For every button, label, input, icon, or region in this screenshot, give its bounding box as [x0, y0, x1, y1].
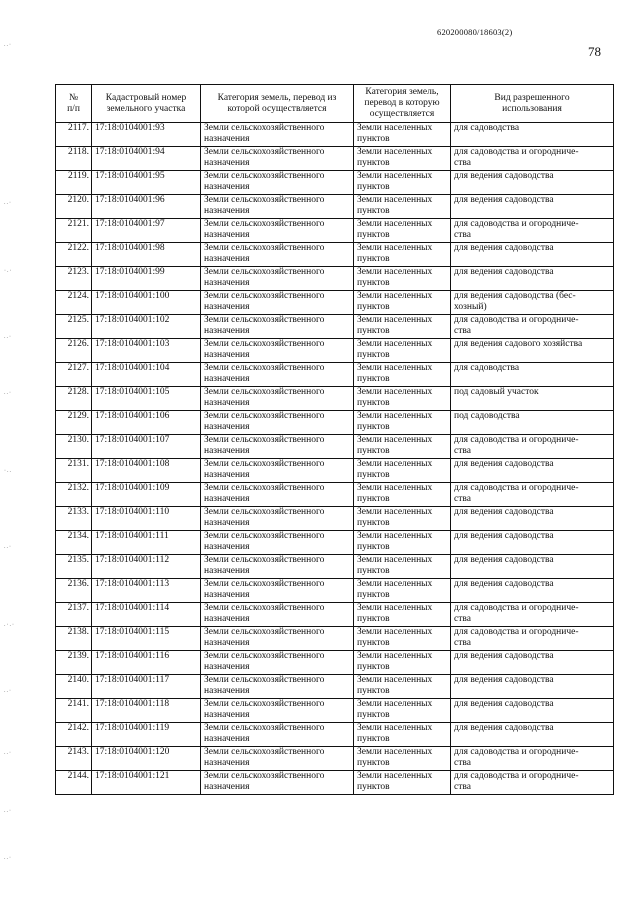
- category-from-cell: Земли сельскохозяйственного назначения: [201, 555, 354, 579]
- cadastral-number-cell: 17:18:0104001:106: [92, 411, 201, 435]
- category-from-cell: Земли сельскохозяйственного назначения: [201, 507, 354, 531]
- category-from-cell: Земли сельскохозяйственного назначения: [201, 147, 354, 171]
- cadastral-number-cell: 17:18:0104001:110: [92, 507, 201, 531]
- category-to-cell: Земли населенных пунктов: [354, 747, 451, 771]
- column-header-category-from: Категория земель, перевод из которой осуществляется: [201, 85, 354, 123]
- permitted-use-cell: для садоводства и огородниче- ства: [451, 627, 614, 651]
- table-row: [56, 531, 614, 555]
- category-from-cell: Земли сельскохозяйственного назначения: [201, 603, 354, 627]
- table-row: [56, 363, 614, 387]
- margin-mark: ..·: [4, 544, 12, 550]
- column-header-category-to: Категория земель, перевод в которую осуществляется: [354, 85, 451, 123]
- category-to-cell: Земли населенных пунктов: [354, 243, 451, 267]
- category-to-cell: Земли населенных пунктов: [354, 507, 451, 531]
- cadastral-number-cell: 17:18:0104001:104: [92, 363, 201, 387]
- category-from-cell: Земли сельскохозяйственного назначения: [201, 171, 354, 195]
- permitted-use-cell: для ведения садоводства: [451, 507, 614, 531]
- column-header-cadastral-number: Кадастровый номер земельного участка: [92, 85, 201, 123]
- table-row: [56, 651, 614, 675]
- cadastral-number-cell: 17:18:0104001:121: [92, 771, 201, 795]
- cadastral-number-cell: 17:18:0104001:94: [92, 147, 201, 171]
- row-number-cell: 2139.: [56, 651, 92, 675]
- category-from-cell: Земли сельскохозяйственного назначения: [201, 483, 354, 507]
- cadastral-number-cell: 17:18:0104001:111: [92, 531, 201, 555]
- margin-mark: .·.·: [4, 622, 15, 628]
- row-number-cell: 2140.: [56, 675, 92, 699]
- category-to-cell: Земли населенных пунктов: [354, 267, 451, 291]
- table-row: [56, 699, 614, 723]
- permitted-use-cell: под садовый участок: [451, 387, 614, 411]
- row-number-cell: 2142.: [56, 723, 92, 747]
- row-number-cell: 2133.: [56, 507, 92, 531]
- category-to-cell: Земли населенных пунктов: [354, 291, 451, 315]
- category-from-cell: Земли сельскохозяйственного назначения: [201, 627, 354, 651]
- category-from-cell: Земли сельскохозяйственного назначения: [201, 723, 354, 747]
- table-row: [56, 243, 614, 267]
- table-body: [56, 123, 614, 795]
- permitted-use-cell: для садоводства и огородниче- ства: [451, 435, 614, 459]
- table-row: [56, 171, 614, 195]
- row-number-cell: 2122.: [56, 243, 92, 267]
- category-to-cell: Земли населенных пунктов: [354, 123, 451, 147]
- category-to-cell: Земли населенных пунктов: [354, 651, 451, 675]
- category-to-cell: Земли населенных пунктов: [354, 147, 451, 171]
- table-row: [56, 411, 614, 435]
- category-from-cell: Земли сельскохозяйственного назначения: [201, 195, 354, 219]
- permitted-use-cell: для ведения садоводства: [451, 195, 614, 219]
- permitted-use-cell: для ведения садоводства: [451, 723, 614, 747]
- permitted-use-cell: для ведения садоводства: [451, 579, 614, 603]
- cadastral-number-cell: 17:18:0104001:99: [92, 267, 201, 291]
- category-to-cell: Земли населенных пунктов: [354, 411, 451, 435]
- table-row: [56, 267, 614, 291]
- permitted-use-cell: для садоводства и огородниче- ства: [451, 147, 614, 171]
- category-to-cell: Земли населенных пунктов: [354, 627, 451, 651]
- row-number-cell: 2118.: [56, 147, 92, 171]
- table-row: [56, 627, 614, 651]
- cadastral-number-cell: 17:18:0104001:98: [92, 243, 201, 267]
- row-number-cell: 2136.: [56, 579, 92, 603]
- category-to-cell: Земли населенных пунктов: [354, 363, 451, 387]
- category-to-cell: Земли населенных пунктов: [354, 555, 451, 579]
- category-to-cell: Земли населенных пунктов: [354, 387, 451, 411]
- cadastral-number-cell: 17:18:0104001:97: [92, 219, 201, 243]
- category-to-cell: Земли населенных пунктов: [354, 195, 451, 219]
- page-number: 78: [588, 44, 601, 59]
- row-number-cell: 2134.: [56, 531, 92, 555]
- table-row: [56, 339, 614, 363]
- category-from-cell: Земли сельскохозяйственного назначения: [201, 267, 354, 291]
- row-number-cell: 2131.: [56, 459, 92, 483]
- category-from-cell: Земли сельскохозяйственного назначения: [201, 459, 354, 483]
- table-row: [56, 195, 614, 219]
- document-number: 620200080/18603(2): [437, 27, 513, 37]
- cadastral-number-cell: 17:18:0104001:114: [92, 603, 201, 627]
- category-from-cell: Земли сельскохозяйственного назначения: [201, 291, 354, 315]
- row-number-cell: 2137.: [56, 603, 92, 627]
- permitted-use-cell: для ведения садоводства: [451, 531, 614, 555]
- permitted-use-cell: для ведения садоводства: [451, 171, 614, 195]
- category-to-cell: Земли населенных пунктов: [354, 315, 451, 339]
- row-number-cell: 2124.: [56, 291, 92, 315]
- category-from-cell: Земли сельскохозяйственного назначения: [201, 771, 354, 795]
- permitted-use-cell: для садоводства и огородниче- ства: [451, 771, 614, 795]
- row-number-cell: 2128.: [56, 387, 92, 411]
- category-to-cell: Земли населенных пунктов: [354, 219, 451, 243]
- permitted-use-cell: для садоводства и огородниче- ства: [451, 747, 614, 771]
- category-from-cell: Земли сельскохозяйственного назначения: [201, 747, 354, 771]
- row-number-cell: 2143.: [56, 747, 92, 771]
- permitted-use-cell: для садоводства и огородниче- ства: [451, 483, 614, 507]
- category-to-cell: Земли населенных пунктов: [354, 579, 451, 603]
- cadastral-number-cell: 17:18:0104001:116: [92, 651, 201, 675]
- row-number-cell: 2132.: [56, 483, 92, 507]
- table-row: [56, 147, 614, 171]
- table-row: [56, 507, 614, 531]
- table-header-row: [56, 85, 614, 123]
- margin-scan-marks: [4, 0, 26, 905]
- margin-mark: ..·: [4, 750, 12, 756]
- margin-mark: ·.·: [4, 268, 13, 274]
- table-row: [56, 771, 614, 795]
- margin-mark: ..·: [4, 855, 12, 861]
- cadastral-number-cell: 17:18:0104001:105: [92, 387, 201, 411]
- category-from-cell: Земли сельскохозяйственного назначения: [201, 243, 354, 267]
- category-from-cell: Земли сельскохозяйственного назначения: [201, 411, 354, 435]
- table-row: [56, 723, 614, 747]
- row-number-cell: 2138.: [56, 627, 92, 651]
- row-number-cell: 2141.: [56, 699, 92, 723]
- cadastral-number-cell: 17:18:0104001:120: [92, 747, 201, 771]
- table-row: [56, 603, 614, 627]
- cadastral-number-cell: 17:18:0104001:93: [92, 123, 201, 147]
- permitted-use-cell: для ведения садоводства: [451, 459, 614, 483]
- row-number-cell: 2125.: [56, 315, 92, 339]
- category-from-cell: Земли сельскохозяйственного назначения: [201, 339, 354, 363]
- permitted-use-cell: для садоводства: [451, 123, 614, 147]
- category-from-cell: Земли сельскохозяйственного назначения: [201, 387, 354, 411]
- permitted-use-cell: для ведения садоводства: [451, 267, 614, 291]
- margin-mark: ..·: [4, 200, 12, 206]
- cadastral-number-cell: 17:18:0104001:119: [92, 723, 201, 747]
- category-to-cell: Земли населенных пунктов: [354, 459, 451, 483]
- margin-mark: ..·: [4, 42, 12, 48]
- cadastral-number-cell: 17:18:0104001:112: [92, 555, 201, 579]
- category-to-cell: Земли населенных пунктов: [354, 675, 451, 699]
- table-row: [56, 483, 614, 507]
- cadastral-number-cell: 17:18:0104001:117: [92, 675, 201, 699]
- cadastral-number-cell: 17:18:0104001:100: [92, 291, 201, 315]
- category-to-cell: Земли населенных пунктов: [354, 435, 451, 459]
- table-row: [56, 123, 614, 147]
- cadastral-number-cell: 17:18:0104001:95: [92, 171, 201, 195]
- cadastral-number-cell: 17:18:0104001:115: [92, 627, 201, 651]
- permitted-use-cell: под садоводства: [451, 411, 614, 435]
- row-number-cell: 2129.: [56, 411, 92, 435]
- table-row: [56, 219, 614, 243]
- permitted-use-cell: для садоводства: [451, 363, 614, 387]
- cadastral-number-cell: 17:18:0104001:108: [92, 459, 201, 483]
- category-to-cell: Земли населенных пунктов: [354, 699, 451, 723]
- category-from-cell: Земли сельскохозяйственного назначения: [201, 531, 354, 555]
- table-row: [56, 555, 614, 579]
- column-header-permitted-use: Вид разрешенного использования: [451, 85, 614, 123]
- row-number-cell: 2123.: [56, 267, 92, 291]
- column-header-number: № п/п: [56, 85, 92, 123]
- cadastral-number-cell: 17:18:0104001:113: [92, 579, 201, 603]
- category-to-cell: Земли населенных пунктов: [354, 723, 451, 747]
- category-to-cell: Земли населенных пунктов: [354, 771, 451, 795]
- cadastral-number-cell: 17:18:0104001:107: [92, 435, 201, 459]
- permitted-use-cell: для садоводства и огородниче- ства: [451, 315, 614, 339]
- category-to-cell: Земли населенных пунктов: [354, 483, 451, 507]
- row-number-cell: 2127.: [56, 363, 92, 387]
- category-to-cell: Земли населенных пунктов: [354, 531, 451, 555]
- row-number-cell: 2144.: [56, 771, 92, 795]
- category-from-cell: Земли сельскохозяйственного назначения: [201, 435, 354, 459]
- table-row: [56, 315, 614, 339]
- category-from-cell: Земли сельскохозяйственного назначения: [201, 123, 354, 147]
- table-row: [56, 579, 614, 603]
- table-row: [56, 747, 614, 771]
- cadastral-number-cell: 17:18:0104001:109: [92, 483, 201, 507]
- row-number-cell: 2121.: [56, 219, 92, 243]
- cadastral-number-cell: 17:18:0104001:102: [92, 315, 201, 339]
- category-from-cell: Земли сельскохозяйственного назначения: [201, 219, 354, 243]
- category-from-cell: Земли сельскохозяйственного назначения: [201, 675, 354, 699]
- category-to-cell: Земли населенных пунктов: [354, 171, 451, 195]
- margin-mark: ..·: [4, 688, 12, 694]
- cadastral-number-cell: 17:18:0104001:118: [92, 699, 201, 723]
- permitted-use-cell: для ведения садоводства: [451, 651, 614, 675]
- category-from-cell: Земли сельскохозяйственного назначения: [201, 651, 354, 675]
- table-row: [56, 291, 614, 315]
- permitted-use-cell: для ведения садоводства (бес- хозный): [451, 291, 614, 315]
- row-number-cell: 2135.: [56, 555, 92, 579]
- category-from-cell: Земли сельскохозяйственного назначения: [201, 363, 354, 387]
- table-row: [56, 435, 614, 459]
- permitted-use-cell: для ведения садоводства: [451, 675, 614, 699]
- category-from-cell: Земли сельскохозяйственного назначения: [201, 579, 354, 603]
- table-row: [56, 459, 614, 483]
- category-from-cell: Земли сельскохозяйственного назначения: [201, 315, 354, 339]
- margin-mark: ..·: [4, 808, 12, 814]
- cadastral-number-cell: 17:18:0104001:96: [92, 195, 201, 219]
- row-number-cell: 2130.: [56, 435, 92, 459]
- permitted-use-cell: для ведения садового хозяйства: [451, 339, 614, 363]
- permitted-use-cell: для ведения садоводства: [451, 555, 614, 579]
- table-row: [56, 675, 614, 699]
- cadastral-number-cell: 17:18:0104001:103: [92, 339, 201, 363]
- row-number-cell: 2119.: [56, 171, 92, 195]
- land-registry-table: [55, 84, 614, 795]
- margin-mark: ..·: [4, 334, 12, 340]
- row-number-cell: 2117.: [56, 123, 92, 147]
- table-row: [56, 387, 614, 411]
- permitted-use-cell: для садоводства и огородниче- ства: [451, 603, 614, 627]
- permitted-use-cell: для ведения садоводства: [451, 699, 614, 723]
- margin-mark: ..·: [4, 390, 12, 396]
- category-to-cell: Земли населенных пунктов: [354, 603, 451, 627]
- row-number-cell: 2120.: [56, 195, 92, 219]
- margin-mark: ·..: [4, 468, 12, 474]
- category-to-cell: Земли населенных пунктов: [354, 339, 451, 363]
- permitted-use-cell: для ведения садоводства: [451, 243, 614, 267]
- category-from-cell: Земли сельскохозяйственного назначения: [201, 699, 354, 723]
- permitted-use-cell: для садоводства и огородниче- ства: [451, 219, 614, 243]
- row-number-cell: 2126.: [56, 339, 92, 363]
